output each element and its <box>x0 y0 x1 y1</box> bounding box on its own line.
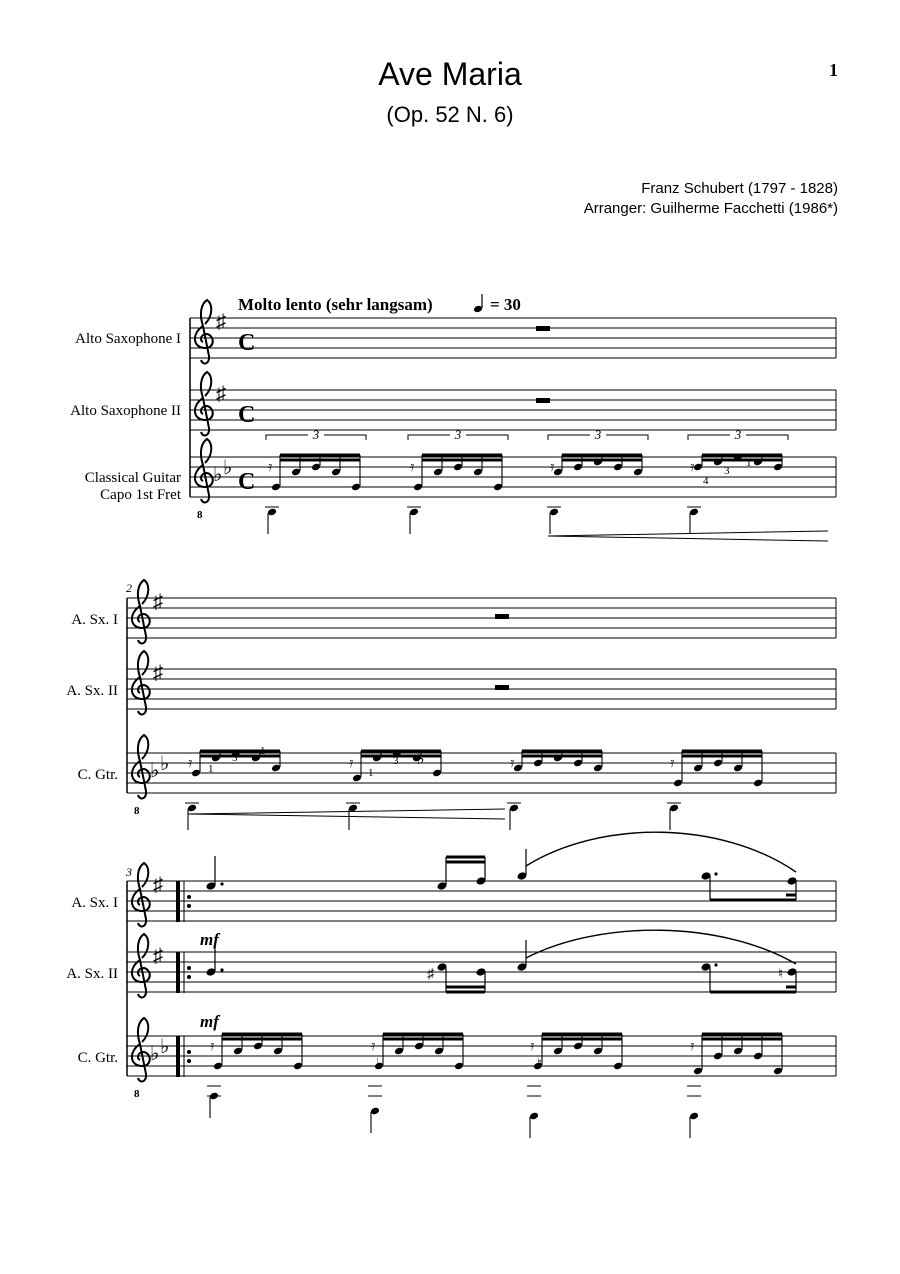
tuplet-number: 3 <box>312 427 320 442</box>
guitar-beat-1 <box>265 427 366 534</box>
sixteenth-rest-icon: 𝄿 <box>690 459 695 475</box>
sixteenth-rest-icon: 𝄿 <box>349 755 354 771</box>
score-title: Ave Maria <box>378 56 522 92</box>
arranger-credit: Arranger: Guilherme Facchetti (1986*) <box>583 200 838 217</box>
sharp-icon: ♯ <box>153 662 163 684</box>
flat-icon: ♭ <box>417 751 425 768</box>
sax2-melody <box>206 930 798 992</box>
sharp-icon: ♯ <box>153 874 163 896</box>
staff-sax2 <box>127 669 836 709</box>
page-number: 1 <box>829 60 838 80</box>
fingering: 3 <box>393 755 399 767</box>
treble-clef-icon <box>132 651 150 714</box>
flat-icon: ♭ <box>213 464 223 486</box>
staff-sax1 <box>190 318 836 358</box>
instrument-label-sax2: Alto Saxophone II <box>70 403 181 419</box>
instrument-label-sax1: A. Sx. I <box>71 612 118 628</box>
sharp-icon: ♯ <box>216 311 226 333</box>
whole-rest <box>536 398 550 403</box>
measure-number: 3 <box>126 865 132 879</box>
treble-clef-icon <box>132 735 150 798</box>
treble-clef-icon <box>195 300 213 363</box>
sixteenth-rest-icon: 𝄿 <box>670 755 675 771</box>
sixteenth-rest-icon: 𝄿 <box>410 459 415 475</box>
system-1 <box>70 300 836 541</box>
staff-guitar <box>127 1036 836 1076</box>
fingering: 3 <box>232 752 238 764</box>
sharp-icon: ♯ <box>153 945 163 967</box>
fingering: 1 <box>746 457 752 469</box>
treble-clef-icon <box>132 863 150 926</box>
sharp-icon: ♯ <box>153 591 163 613</box>
treble-clef-icon <box>195 439 213 502</box>
flat-icon: ♭ <box>160 1036 170 1058</box>
crescendo-hairpin <box>548 531 828 541</box>
fingering: 1 <box>208 763 214 775</box>
staff-guitar <box>190 457 836 497</box>
composer-credit: Franz Schubert (1797 - 1828) <box>641 180 838 197</box>
sixteenth-rest-icon: 𝄿 <box>530 1038 535 1054</box>
flat-icon: ♭ <box>223 457 233 479</box>
staff-sax1 <box>127 598 836 638</box>
sixteenth-rest-icon: 𝄿 <box>268 459 273 475</box>
sixteenth-rest-icon: 𝄿 <box>550 459 555 475</box>
guitar-beat-3 <box>527 1034 623 1138</box>
score-subtitle: (Op. 52 N. 6) <box>386 102 514 127</box>
instrument-label-guitar: C. Gtr. <box>77 767 118 783</box>
sixteenth-rest-icon: 𝄿 <box>188 755 193 771</box>
octave-mark: 8 <box>134 1088 140 1100</box>
instrument-label-sax1: A. Sx. I <box>71 895 118 911</box>
sixteenth-rest-icon: 𝄿 <box>690 1038 695 1054</box>
tuplet-number: 3 <box>594 427 602 442</box>
treble-clef-icon <box>195 372 213 435</box>
guitar-beat-2 <box>368 1034 464 1133</box>
tempo-marking: Molto lento (sehr langsam) <box>238 295 433 314</box>
instrument-label-sax2: A. Sx. II <box>66 966 118 982</box>
treble-clef-icon <box>132 1018 150 1081</box>
sharp-icon: ♯ <box>216 383 226 405</box>
treble-clef-icon <box>132 580 150 643</box>
instrument-label-guitar: C. Gtr. <box>77 1050 118 1066</box>
tempo-value: = 30 <box>490 295 521 314</box>
tuplet-number: 3 <box>454 427 462 442</box>
dynamic-marking: mf <box>200 930 219 949</box>
octave-mark: 8 <box>197 509 203 521</box>
tempo-note-icon <box>473 294 483 313</box>
time-signature: C <box>238 469 256 495</box>
fingering: 1 <box>260 745 266 757</box>
system-2 <box>66 580 836 830</box>
flat-icon: ♭ <box>150 1043 160 1065</box>
whole-rest <box>495 614 509 619</box>
instrument-label-guitar: Classical Guitar <box>84 470 181 486</box>
flat-icon: ♭ <box>150 760 160 782</box>
whole-rest <box>536 326 550 331</box>
guitar-beat-3 <box>547 427 648 534</box>
fingering: 3 <box>724 465 730 477</box>
fingering: 1 <box>368 767 374 779</box>
flat-icon: ♭ <box>376 1055 383 1071</box>
repeat-start-barline <box>176 881 191 1077</box>
octave-mark: 8 <box>134 805 140 817</box>
treble-clef-icon <box>132 934 150 997</box>
sixteenth-rest-icon: 𝄿 <box>371 1038 376 1054</box>
instrument-label-guitar-capo: Capo 1st Fret <box>100 487 181 503</box>
instrument-label-sax1: Alto Saxophone I <box>75 331 181 347</box>
guitar-beat-4 <box>687 1034 783 1138</box>
crescendo-hairpin <box>188 809 505 819</box>
fingering: 4 <box>703 475 709 487</box>
system-3 <box>66 832 836 1138</box>
tuplet-number: 3 <box>734 427 742 442</box>
time-signature: C <box>238 402 256 428</box>
staff-sax2 <box>190 390 836 430</box>
whole-rest <box>495 685 509 690</box>
time-signature: C <box>238 330 256 356</box>
svg-text:♮: ♮ <box>778 965 784 981</box>
natural-icon: ♮ <box>537 1055 543 1071</box>
sixteenth-rest-icon: 𝄿 <box>510 755 515 771</box>
sax1-melody <box>206 832 798 900</box>
flat-icon: ♭ <box>160 753 170 775</box>
instrument-label-sax2: A. Sx. II <box>66 683 118 699</box>
measure-number: 2 <box>126 581 132 595</box>
sixteenth-rest-icon: 𝄿 <box>210 1038 215 1054</box>
svg-text:♯: ♯ <box>427 965 434 981</box>
dynamic-marking: mf <box>200 1012 219 1031</box>
guitar-beat-2 <box>407 427 508 534</box>
